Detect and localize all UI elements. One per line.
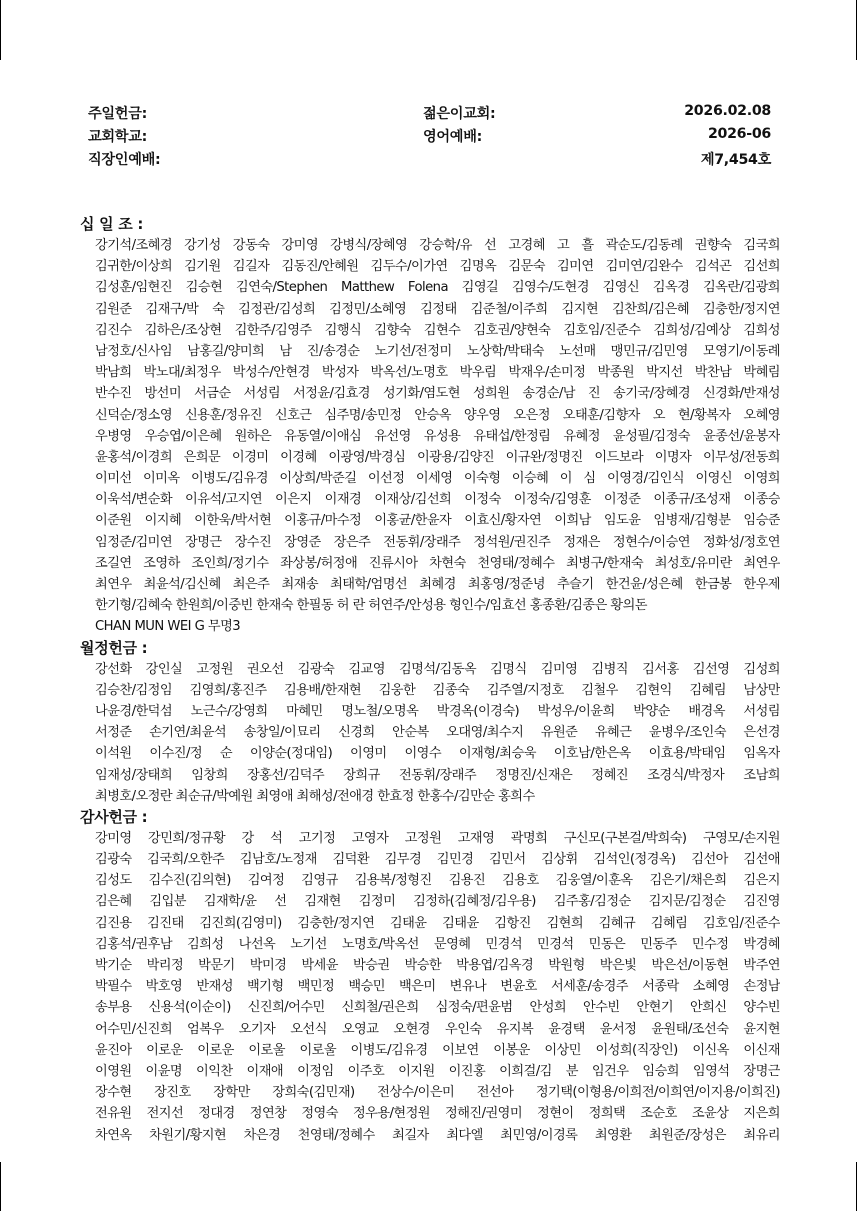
- list-item: 임정준/김미연 장명근 장수진 장영준 장은주 전동휘/장래주 정석원/권진주 정재은 정현수/이승연 정화성/정호연: [95, 534, 780, 550]
- section-title: 감사헌금 :: [80, 807, 148, 826]
- list-item: 조길연 조영하 조인희/정기수 좌상봉/허정애 진류시아 차현숙 천영태/정혜수 최병구/한재숙 최성호/유미란 최연우: [95, 555, 780, 571]
- list-item: 서정준 손기연/최윤석 송창일/이묘리 신경희 안순복 오대영/최수지 유원준 유혜근 윤병우/조인숙 은선경: [95, 725, 780, 741]
- list-item: 이영원 이윤명 이익찬 이재애 이정임 이주호 이지원 이진홍 이희걸/김 분 임건우 임승희 임영석 장명근: [95, 1063, 780, 1079]
- list-item: 박남희 박노대/최정우 박성수/안현경 박성자 박옥선/노명호 박우림 박재우/손미정 박종원 박지선 박찬남 박혜림: [95, 365, 780, 381]
- thanksgiving-offering-section: [80, 807, 780, 1146]
- issue-number: 제7,454호: [700, 152, 771, 168]
- list-item: 이석원 이수진/정 순 이양순(정대임) 이영미 이영수 이재형/최승욱 이호남/한은옥 이효용/박태임 임옥자: [95, 746, 780, 762]
- tithe-section: [80, 214, 780, 638]
- week-number: 2026-06: [707, 126, 771, 142]
- list-item: 김원준 김재구/박 숙 김정관/김성희 김정민/소혜영 김정태 김준철/이주희 김지현 김찬희/김은혜 김충한/정지연: [95, 301, 780, 317]
- workers-service-label: 직장인예배:: [88, 152, 161, 168]
- list-item: 김은혜 김입분 김재학/윤 선 김재현 김정미 김정하(김혜정/김우용) 김주홍/김정순 김지문/김정순 김진영: [95, 894, 780, 910]
- crop-mark-bottom-left-vertical: [0, 1162, 1, 1211]
- list-item: 나윤경/한덕섬 노근수/강영희 마혜민 명노철/오명옥 박경옥(이경숙) 박성우/이윤희 박양순 배경옥 서성림: [95, 703, 780, 719]
- list-item: 어수민/신진희 엄복우 오기자 오선식 오영교 오현경 우인숙 유지복 윤경택 윤서정 윤원태/조선숙 윤지현: [95, 1021, 780, 1037]
- list-item: 김성훈/임현진 김승현 김연숙/Stephen Matthew Folena 김영길 김영수/도현경 김영신 김옥경 김옥란/김광희: [95, 280, 780, 296]
- list-item: 우병영 우승엽/이은혜 원하은 유동열/이애심 유선영 유성용 유태섭/한정림 유혜정 윤성필/김정숙 윤종선/윤봉자: [95, 428, 780, 444]
- list-item: 이준원 이지혜 이한욱/박서현 이홍규/마수정 이홍균/한윤자 이효신/황자연 이희남 임도윤 임병재/김형분 임승준: [95, 513, 780, 529]
- list-item: 신덕순/정소영 신용훈/정유진 신호근 심주명/송민정 안승옥 양우영 오은정 오태훈/김향자 오 현/황복자 오혜영: [95, 407, 780, 423]
- church-school-label: 교회학교:: [88, 129, 147, 145]
- list-item: 김성도 김수진(김의현) 김여정 김영규 김용복/정형진 김용진 김용호 김웅열/이훈옥 김은기/채은희 김은지: [95, 873, 780, 889]
- list-item: 김홍석/권후남 김희성 나선옥 노기선 노명호/박옥선 문영혜 민경석 민경석 민동은 민동주 민수정 박경혜: [95, 936, 780, 952]
- list-item: 윤홍석/이경희 은희문 이경미 이경혜 이광영/박경심 이광용/김양진 이규완/정명진 이드보라 이명자 이무성/전동희: [95, 449, 780, 465]
- list-item: 이욱석/변순화 이유석/고지연 이은지 이재경 이재상/김선희 이정숙 이정숙/김영훈 이정준 이종규/조성재 이종승: [95, 492, 780, 508]
- young-adult-church-label: 젊은이교회:: [423, 106, 496, 122]
- list-item: 강선화 강인실 고정원 권오선 김광숙 김교영 김명석/김동옥 김명식 김미영 김병직 김서홍 김선영 김성희: [95, 661, 780, 677]
- list-item: 이미선 이미옥 이병도/김유경 이상희/박준길 이선정 이세영 이숙형 이승혜 이 심 이영경/김인식 이영신 이영희: [95, 471, 780, 487]
- list-item: 윤진아 이로운 이로운 이로울 이로울 이병도/김유경 이보연 이봉운 이상민 이성희(직장인) 이신옥 이신재: [95, 1042, 780, 1058]
- list-item: 강기석/조혜경 강기성 강동숙 강미영 강병식/장혜영 강승학/유 선 고경혜 고 흘 곽순도/김동례 권향숙 김국희: [95, 238, 780, 253]
- list-item: 장수현 장진호 장학만 장희숙(김민재) 전상수/이은미 전선아 정기택(이형용/이희전/이희연/이지용/이희진): [95, 1085, 780, 1101]
- list-item: 김진용 김진태 김진희(김영미) 김충한/정지연 김태윤 김태윤 김항진 김현희 김혜규 김혜림 김호임/진준수: [95, 915, 780, 931]
- list-item: 김광숙 김국희/오한주 김남호/노정재 김덕환 김무경 김민경 김민서 김상휘 김석인(정경옥) 김선아 김선애: [95, 852, 780, 868]
- list-item: 박필수 박호영 반재성 백기형 백민정 백승민 백은미 변유나 변윤호 서세훈/송경주 서종락 소혜영 손정남: [95, 979, 780, 995]
- list-item: 김승찬/김정임 김영희/홍진주 김용배/한재현 김웅한 김종숙 김주열/지정호 김철우 김현익 김혜림 남상만: [95, 682, 780, 698]
- list-item: 최병호/오정란 최순규/박예원 최영애 최해성/전애경 한효정 한홍수/김만순 홍희수: [95, 788, 535, 804]
- list-item: 김귀한/이상희 김기원 김길자 김동진/안혜원 김두수/이가연 김명옥 김문숙 김미연 김미연/김완수 김석곤 김선희: [95, 259, 780, 275]
- list-item: 송부용 신용석(이순이) 신진희/어수민 신희철/권은희 심정숙/편윤범 안성희 안수빈 안현기 안희신 양수빈: [95, 1000, 780, 1016]
- list-item: 한기형/김혜숙 한원희/이중빈 한재숙 한필동 허 란 허연주/안성용 형인수/임효선 홍종환/김종은 황의돈: [95, 598, 647, 614]
- crop-mark-top-left-vertical: [0, 0, 1, 60]
- bulletin-date: 2026.02.08: [684, 103, 771, 119]
- sunday-offering-label: 주일헌금:: [88, 106, 147, 122]
- list-item: 최연우 최윤석/김신혜 최은주 최재송 최태학/엄명선 최혜경 최홍영/정준녕 추슬기 한건윤/성은혜 한금봉 한우제: [95, 577, 780, 592]
- list-item: 전유원 전지선 정대경 정연창 정영숙 정우용/현정원 정해진/권영미 정현이 정희택 조순호 조윤상 지은희: [95, 1106, 780, 1122]
- list-item: CHAN MUN WEI G 무명3: [95, 619, 241, 635]
- list-item: 임재성/장태희 임창희 장홍선/김덕주 장희규 전동휘/장래주 정명진/신재은 정혜진 조경식/박정자 조남희: [95, 767, 780, 783]
- english-service-label: 영어예배:: [423, 129, 482, 145]
- list-item: 반수진 방선미 서금순 서성림 서정윤/김효경 성기화/염도현 성희원 송경순/남 진 송기국/장혜경 신경화/반재성: [95, 386, 780, 402]
- section-title: 월정헌금 :: [80, 638, 148, 657]
- list-item: 차연옥 차원기/황지현 차은경 천영태/정혜수 최길자 최다엘 최민영/이경록 최영환 최원준/장성은 최유리: [95, 1127, 780, 1143]
- list-item: 김진수 김하은/조상현 김한주/김영주 김행식 김향숙 김현수 김호권/양현숙 김호임/진준수 김희성/김예상 김희성: [95, 322, 780, 338]
- monthly-offering-section: [80, 638, 780, 807]
- list-item: 남정호/신사임 남홍길/양미희 남 진/송경순 노기선/전정미 노상학/박태숙 노선매 맹민규/김민영 모영기/이동례: [95, 343, 780, 359]
- offering-lists: [80, 214, 780, 1146]
- section-title: 십 일 조 :: [80, 215, 144, 233]
- list-item: 박기순 박리정 박문기 박미경 박세윤 박승권 박승한 박용엽/김옥경 박원형 박은빛 박은선/이동현 박주연: [95, 958, 780, 973]
- list-item: 강미영 강민희/정규황 강 석 고기정 고영자 고정원 고재영 곽명희 구신모(구본걸/박희숙) 구영모/손지원: [95, 830, 780, 846]
